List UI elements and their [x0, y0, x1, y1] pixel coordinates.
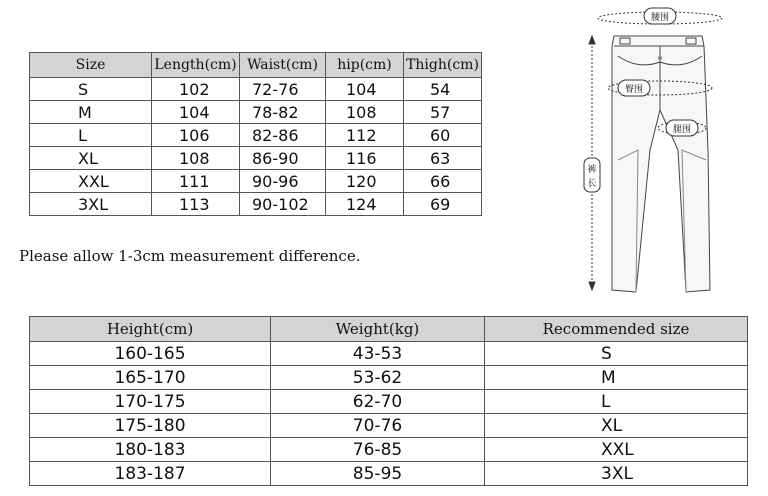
cell-size: S: [30, 78, 152, 101]
size-chart-header-row: [30, 53, 482, 78]
cell-recommended-size: XL: [485, 414, 748, 438]
waist-label: 腰围: [650, 13, 670, 23]
thigh-label: 腿围: [672, 125, 692, 135]
measurement-note: Please allow 1-3cm measurement difference.: [19, 247, 361, 265]
cell-size: XL: [30, 147, 152, 170]
cell-thigh: 57: [404, 101, 482, 124]
cell-weight: 70-76: [271, 414, 485, 438]
recommended-size-table: [29, 316, 748, 486]
table-row: [30, 366, 748, 390]
cell-waist: 72-76: [240, 78, 326, 101]
length-label-bottom: 长: [587, 179, 597, 189]
cell-size: 3XL: [30, 193, 152, 216]
header-hip: hip(cm): [326, 53, 404, 78]
cell-thigh: 69: [404, 193, 482, 216]
table-row: [30, 147, 482, 170]
cell-thigh: 66: [404, 170, 482, 193]
table-row: [30, 390, 748, 414]
pants-outline: [612, 36, 710, 292]
table-row: [30, 462, 748, 486]
cell-hip: 120: [326, 170, 404, 193]
header-recommended-size: Recommended size: [485, 317, 748, 342]
cell-height: 183-187: [30, 462, 271, 486]
table-row: [30, 342, 748, 366]
cell-recommended-size: M: [485, 366, 748, 390]
cell-recommended-size: L: [485, 390, 748, 414]
cell-waist: 90-102: [240, 193, 326, 216]
cell-height: 180-183: [30, 438, 271, 462]
cell-height: 175-180: [30, 414, 271, 438]
cell-thigh: 63: [404, 147, 482, 170]
cell-length: 102: [152, 78, 240, 101]
cell-length: 113: [152, 193, 240, 216]
pants-diagram: [578, 0, 728, 300]
cell-size: L: [30, 124, 152, 147]
length-label-top: 裤: [587, 165, 597, 175]
cell-height: 160-165: [30, 342, 271, 366]
cell-thigh: 60: [404, 124, 482, 147]
cell-waist: 90-96: [240, 170, 326, 193]
length-measure-arrow: [584, 36, 600, 290]
table-row: [30, 414, 748, 438]
cell-length: 104: [152, 101, 240, 124]
cell-hip: 124: [326, 193, 404, 216]
cell-hip: 108: [326, 101, 404, 124]
cell-weight: 53-62: [271, 366, 485, 390]
cell-recommended-size: 3XL: [485, 462, 748, 486]
header-size: Size: [30, 53, 152, 78]
table-row: [30, 124, 482, 147]
cell-height: 170-175: [30, 390, 271, 414]
header-length: Length(cm): [152, 53, 240, 78]
cell-size: M: [30, 101, 152, 124]
cell-size: XXL: [30, 170, 152, 193]
cell-waist: 78-82: [240, 101, 326, 124]
cell-recommended-size: S: [485, 342, 748, 366]
cell-hip: 116: [326, 147, 404, 170]
recommend-header-row: [30, 317, 748, 342]
size-chart-table: [29, 52, 482, 216]
cell-weight: 76-85: [271, 438, 485, 462]
table-row: [30, 101, 482, 124]
header-weight: Weight(kg): [271, 317, 485, 342]
cell-length: 106: [152, 124, 240, 147]
cell-length: 111: [152, 170, 240, 193]
cell-hip: 104: [326, 78, 404, 101]
table-row: [30, 170, 482, 193]
cell-waist: 82-86: [240, 124, 326, 147]
cell-recommended-size: XXL: [485, 438, 748, 462]
table-row: [30, 438, 748, 462]
cell-thigh: 54: [404, 78, 482, 101]
hip-label: 臀围: [624, 85, 644, 95]
cell-height: 165-170: [30, 366, 271, 390]
cell-weight: 43-53: [271, 342, 485, 366]
cell-weight: 85-95: [271, 462, 485, 486]
cell-hip: 112: [326, 124, 404, 147]
table-row: [30, 78, 482, 101]
cell-waist: 86-90: [240, 147, 326, 170]
cell-weight: 62-70: [271, 390, 485, 414]
header-height: Height(cm): [30, 317, 271, 342]
header-waist: Waist(cm): [240, 53, 326, 78]
cell-length: 108: [152, 147, 240, 170]
table-row: [30, 193, 482, 216]
header-thigh: Thigh(cm): [404, 53, 482, 78]
